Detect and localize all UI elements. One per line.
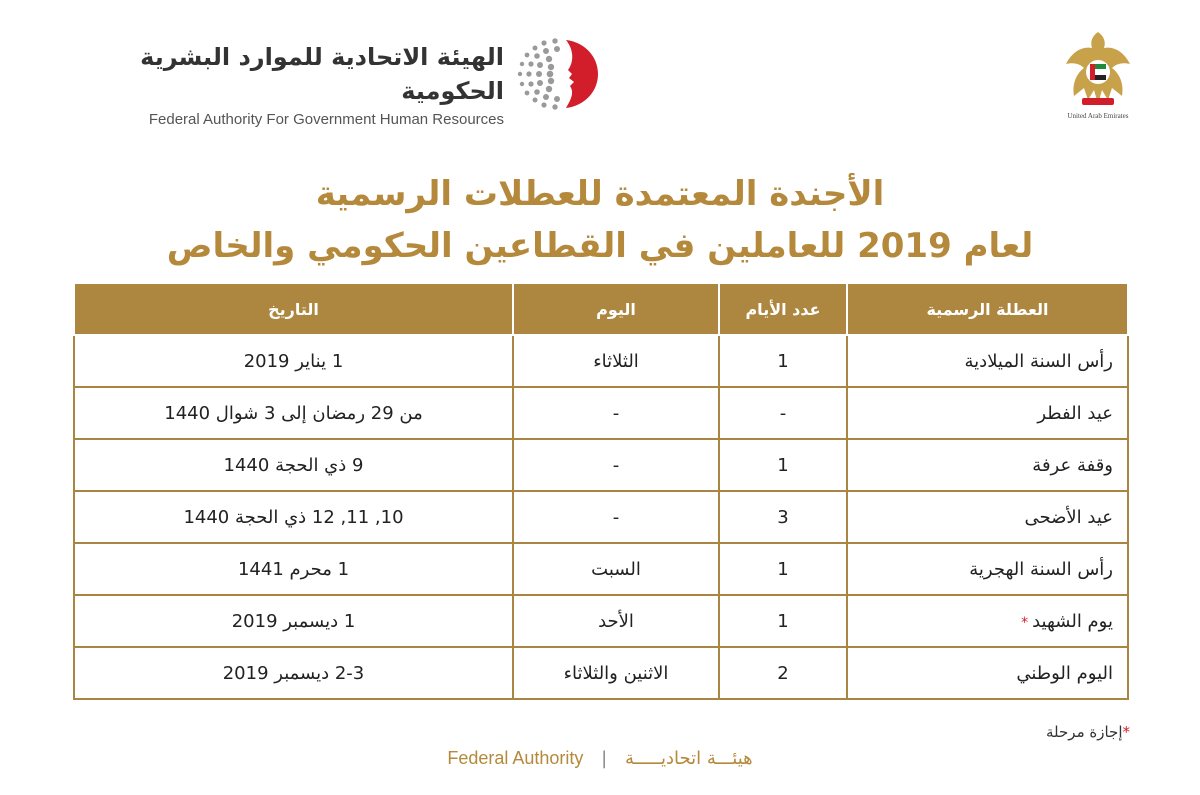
cell-holiday: يوم الشهيد: [1032, 610, 1113, 632]
table-row: [74, 439, 1128, 491]
holidays-table: [73, 282, 1129, 700]
cell-day: -: [513, 439, 719, 491]
cell-days: -: [719, 387, 847, 439]
cell-date: 2-3 ديسمبر 2019: [74, 647, 513, 699]
cell-holiday: اليوم الوطني: [847, 647, 1128, 699]
cell-date: من 29 رمضان إلى 3 شوال 1440: [74, 387, 513, 439]
cell-day: الثلاثاء: [513, 335, 719, 387]
cell-holiday-with-marker: [847, 595, 1128, 647]
page-title: [0, 168, 1200, 272]
phased-leave-marker: *: [1021, 614, 1029, 631]
col-header-holiday: العطلة الرسمية: [847, 283, 1128, 335]
fahr-logo: [70, 36, 600, 128]
cell-holiday: عيد الأضحى: [847, 491, 1128, 543]
page-footer: [0, 748, 1200, 778]
table-row: [74, 647, 1128, 699]
cell-days: 1: [719, 335, 847, 387]
col-header-date: التاريخ: [74, 283, 513, 335]
cell-day: -: [513, 491, 719, 543]
footer-english: Federal Authority: [447, 748, 584, 768]
cell-days: 1: [719, 595, 847, 647]
footer-arabic: هيئـــة اتحاديـــــة: [624, 748, 753, 769]
cell-holiday: رأس السنة الهجرية: [847, 543, 1128, 595]
table-row: [74, 387, 1128, 439]
footnote-text: إجازة مرحلة: [1046, 723, 1123, 741]
cell-days: 1: [719, 543, 847, 595]
fahr-logo-text: [70, 40, 504, 132]
cell-day: الاثنين والثلاثاء: [513, 647, 719, 699]
org-name-arabic: الهيئة الاتحادية للموارد البشرية الحكومية: [140, 43, 504, 105]
org-name-english: Federal Authority For Government Human Resources: [148, 111, 504, 128]
table-row: [74, 595, 1128, 647]
footnote: [1030, 723, 1130, 741]
footnote-marker: *: [1122, 723, 1130, 741]
title-line-2: لعام 2019 للعاملين في القطاعين الحكومي والخاص: [166, 226, 1034, 266]
fahr-emblem-icon: [514, 36, 600, 112]
cell-days: 3: [719, 491, 847, 543]
cell-date: 9 ذي الحجة 1440: [74, 439, 513, 491]
table-row: [74, 335, 1128, 387]
falcon-emblem-icon: [1060, 28, 1136, 110]
table-row: [74, 543, 1128, 595]
cell-days: 1: [719, 439, 847, 491]
cell-holiday: رأس السنة الميلادية: [847, 335, 1128, 387]
cell-holiday: عيد الفطر: [847, 387, 1128, 439]
cell-holiday: وقفة عرفة: [847, 439, 1128, 491]
footer-separator: |: [601, 748, 608, 769]
cell-date: 10, 11, 12 ذي الحجة 1440: [74, 491, 513, 543]
title-line-1: الأجندة المعتمدة للعطلات الرسمية: [315, 174, 885, 214]
cell-day: السبت: [513, 543, 719, 595]
table-header-row: [74, 283, 1128, 335]
table-row: [74, 491, 1128, 543]
col-header-day: اليوم: [513, 283, 719, 335]
cell-day: الأحد: [513, 595, 719, 647]
cell-date: 1 ديسمبر 2019: [74, 595, 513, 647]
country-caption: United Arab Emirates: [1067, 112, 1129, 120]
cell-date: 1 يناير 2019: [74, 335, 513, 387]
page-header: [0, 0, 1200, 140]
cell-days: 2: [719, 647, 847, 699]
uae-emblem: [1060, 28, 1136, 124]
cell-date: 1 محرم 1441: [74, 543, 513, 595]
cell-day: -: [513, 387, 719, 439]
col-header-days: عدد الأيام: [719, 283, 847, 335]
